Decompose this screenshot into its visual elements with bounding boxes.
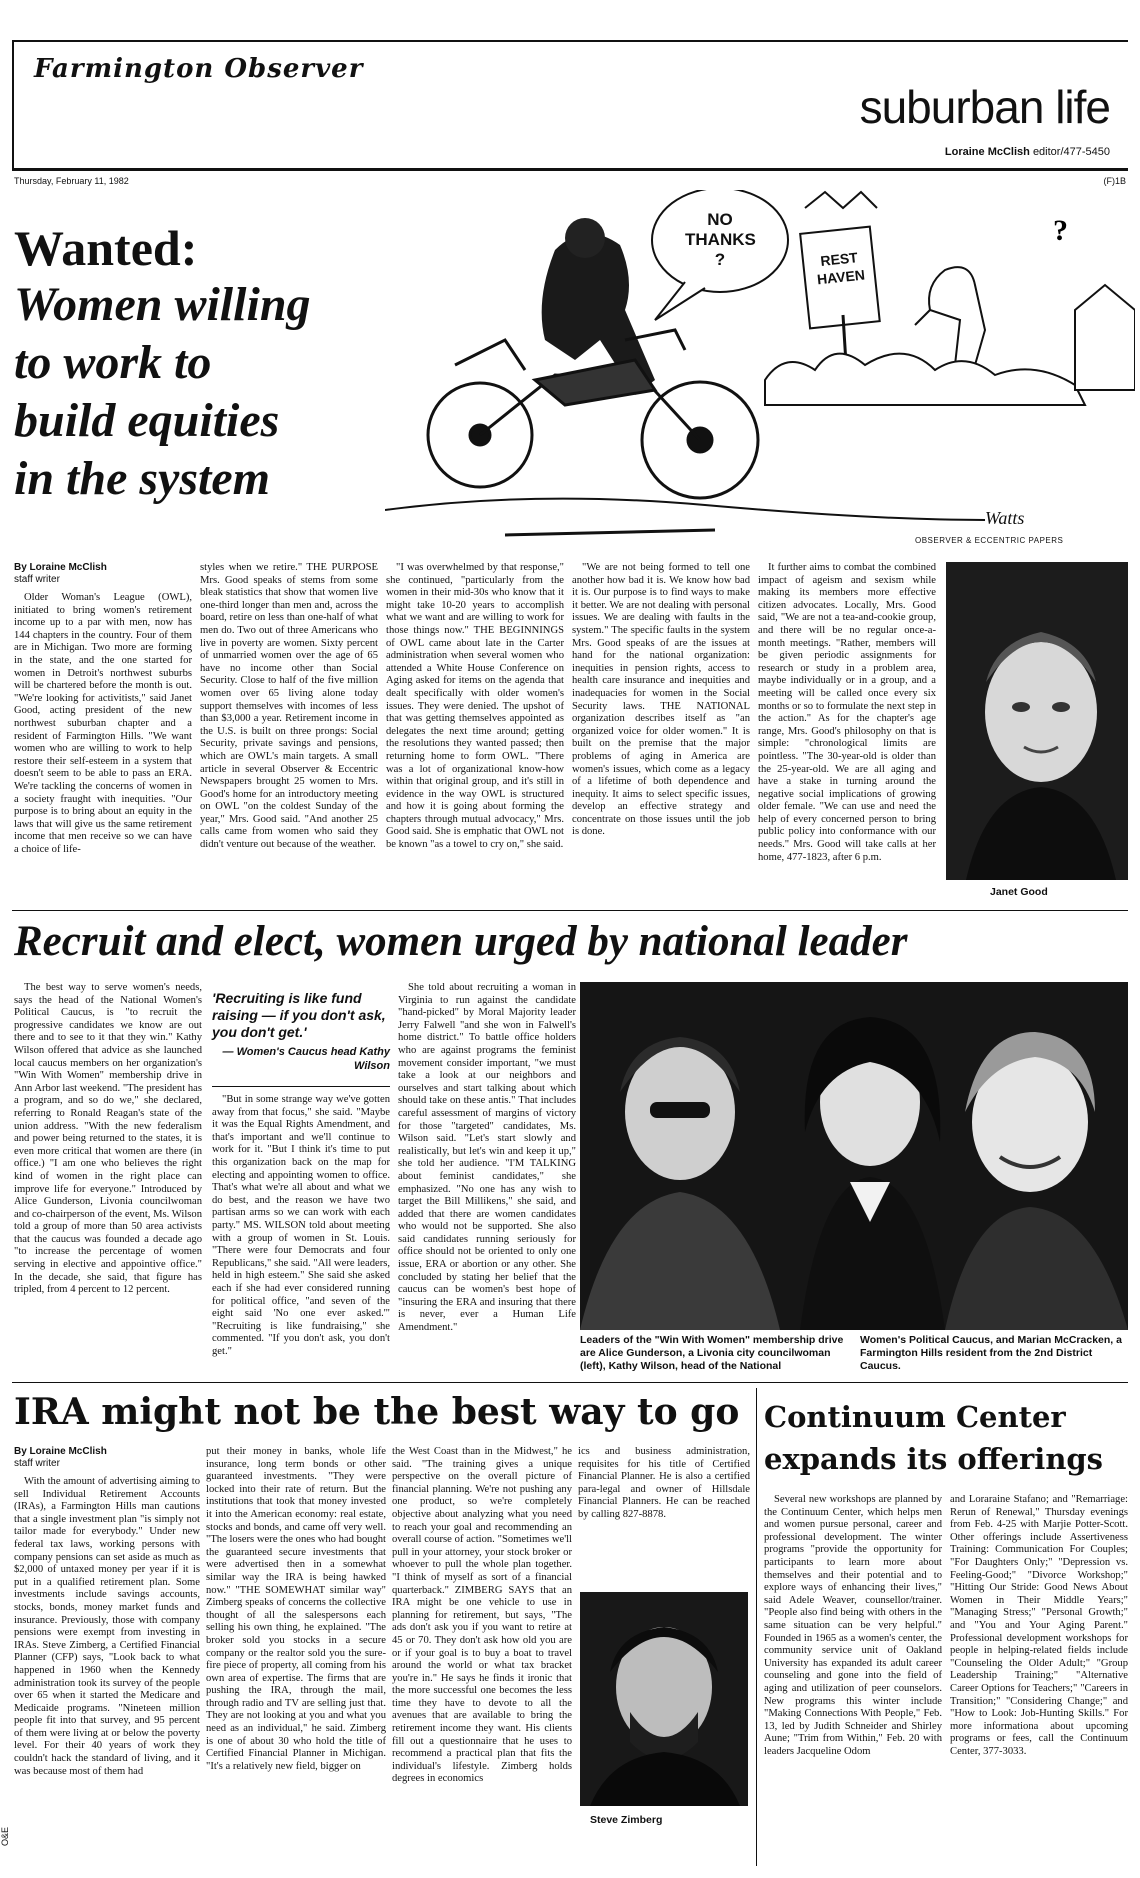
cartoon-sign-text: REST HAVEN xyxy=(816,249,866,288)
janet-good-caption: Janet Good xyxy=(990,886,1048,898)
story4-headline-line2: expands its offerings xyxy=(764,1442,1104,1476)
steve-zimberg-caption: Steve Zimberg xyxy=(590,1814,663,1826)
story1-headline-line3: to work to xyxy=(14,336,212,389)
story1-col5-text: It further aims to combat the combined impact of ageism and sexism while making its members more effective citizen advocates. Locally, Mrs. Good said, "We are not a tea-and-cookie group, and there will be no regular once-a-month meetings. "Rather, members will be given periodic assignments for research or study in a problem area, maybe individually or in a group, and a meeting will be called once every six months or so to formulate the next step in the action." As for the chapter's age range, Mrs. Good's philosophy on that is simple: "chronological limits are pointless. "The 30-year-old is older than the 25-year-old. We are all aging and have a stake in turning around the negative social implications of growing older female. "We can use and need the help of every concerned person to bring public policy into conformance with our needs." Mrs. Good will take calls at her home, 477-1823, after 6 p.m. xyxy=(758,562,936,863)
margin-code: O&E xyxy=(0,1826,10,1846)
story3-col3-text: the West Coast than in the Midwest," he said. "The training gives a unique perspective on the overall picture of financial planning. We're not pushing any one product, so we're completely objective about analyzing what you need to reach your goal and recommending an overall course of action. "Sometimes we'll pull in your attorney, your stock broker or whoever to pull the whole plan together. "I think of myself as sort of a financial quarterback." ZIMBERG SAYS that an IRA might be one vehicle to use in planning for retirement, but says, "The ads don't ask you if you want to retire at 45 or 70. They don't ask how old you are or if your goal is to buy a boat to travel around the world or what tax bracket you're in." He says he finds it ironic that the more successful one becomes the less time they have to devote to all the avenues that are available to bring the retirement income they want. His clients fill out a questionnaire that he uses to recommend a practical plan that fits the individual's lifestyle. Zimberg holds degrees in economics xyxy=(392,1446,572,1785)
issue-date: Thursday, February 11, 1982 xyxy=(14,176,129,186)
story4-headline-line1: Continuum Center xyxy=(764,1400,1066,1434)
story4-headline xyxy=(764,1396,1128,1480)
story3-byline-title: staff writer xyxy=(14,1458,60,1469)
story3-column-3 xyxy=(392,1446,572,1866)
story1-byline-name: By Loraine McClish xyxy=(14,562,107,573)
story2-column-2 xyxy=(212,1094,390,1374)
story1-byline-title: staff writer xyxy=(14,574,60,585)
paper-name: Farmington Observer xyxy=(34,54,364,84)
story4-col1-text: Several new workshops are planned by the Continuum Center, which helps men and women pursue personal, career and professional development. The winter programs "provide the opportunity for participants to learn more about themselves and their potential and to explore ways of enhancing their lives," said Adele Weaver, counsellor/trainer. "People also find being with others in the same situation can be very helpful." Founded in 1965 as a women's center, the community service unit of Oakland University has expanded its adult career counseling and gone into the field of aging and utilization of peer counselors. New programs this winter include "Making Connections With People," Feb. 13, led by Judith Schneider and Shirley Aune; "Trim from Within," Feb. 20 with leaders Jacqueline Odom xyxy=(764,1494,942,1757)
pullquote-text: 'Recruiting is like fund raising — if you don't ask, you don't get.' xyxy=(212,990,386,1040)
page-code: (F)1B xyxy=(1103,176,1126,186)
story2-col1-text: The best way to serve women's needs, says the head of the National Women's Political Caucus, is "to recruit the progressive candidates we know are out there and to see to it that they win." Kathy Wilson offered that advice as she launched local caucus members on her organization's "Win With Women" membership drive in Ann Arbor last weekend. "The president has a program, and so do we," she declared, referring to Ronald Reagan's state of the union address. "With the new federalism and power being returned to the states, it is even more critical that women are there (in office.) "I am one who believes the right kind of women in the right place can improve life for everyone." Introduced by Alice Gunderson, Livonia councilwoman and co-chairperson of the event, Ms. Wilson told a group of more than 50 area activists that the caucus was founded a decade ago "to increase the percentage of women serving in elective and appointive office." In the decade, she said, that figure has tripled, from 4 percent to 12 percent. xyxy=(14,982,202,1296)
cartoon xyxy=(385,190,1135,555)
masthead-bottom-rule xyxy=(12,168,1128,171)
old-man-figure xyxy=(929,267,985,365)
pullquote-attribution: — Women's Caucus head Kathy Wilson xyxy=(222,1046,390,1072)
story3-col1-text: With the amount of advertising aiming to sell Individual Retirement Accounts (IRAs), a Farmington Hills man cautions that a single investment plan "is simply not tailor made for everybody." Under new federal tax laws, working persons with company pensions can set aside as much as $2,000 of untaxed money per year if it is put in a qualified retirement plan. Some investments include savings accounts, stocks, bonds, money market funds and insurance. Previously, those with company pensions were exempt from investing in IRAs. Steve Zimberg, a Certified Financial Planner (CFP) says, "Look back to what happened in 1960 when the Kennedy administration took its survey of the people over 65 when it started the Medicare and Medicaide programs. "Nineteen million people fit into that survey, and 95 percent of them were living at or below the poverty level. For their 40 years of work they couldn't hack the standard of living, and it was because most of them had xyxy=(14,1476,200,1777)
story1-col1-text: Older Woman's League (OWL), initiated to bring women's retirement income up to a par with men, now has 144 chapters in the country. Four of them are in Michigan. Two more are forming in the state, and the one started for women in Detroit's northwest suburbs will be chartered before the month is out. "We're looking for activitists," said Janet Good, acting president of the new northwest suburban chapter and a resident of Farmington Hills. "We want women who are willing to work to help restore their self-esteem in a system that doesn't seem to be able to pass an ERA. We're tackling the concerns of women in a society fraught with inequities. "Our purpose is to bring about an equity in the laws that will give us the same retirement income that men receive so we can have a choice of life- xyxy=(14,592,192,855)
story1-column-3 xyxy=(386,562,564,902)
section-title: suburban life xyxy=(859,81,1110,133)
story1-headline-line2: Women willing xyxy=(14,278,311,331)
janet-good-photo xyxy=(946,562,1128,880)
story1-column-5 xyxy=(758,562,936,902)
story2-column-1 xyxy=(14,982,202,1374)
bushes xyxy=(765,354,1085,405)
house xyxy=(1075,285,1135,390)
story2-headline: Recruit and elect, women urged by national leader xyxy=(14,918,908,965)
story3-byline-name: By Loraine McClish xyxy=(14,1446,107,1457)
story3-byline xyxy=(14,1446,200,1470)
story1-headline-line5: in the system xyxy=(14,452,271,505)
editor-name: Loraine McClish xyxy=(944,146,1030,158)
story3-column-4 xyxy=(578,1446,750,1536)
photo-caption-right: Women's Political Caucus, and Marian McCracken, a Farmington Hills resident from the 2nd District Caucus. xyxy=(860,1334,1122,1372)
cartoon-bubble-text: NO THANKS ? xyxy=(685,210,756,269)
story1-col3-text: "I was overwhelmed by that response," she continued, "particularly from the women in their mid-30s who know that it might take 10-20 years to accomplish what we want and are willing to work for those things now." THE BEGINNINGS of OWL came about late in the Carter administration when several women who attended a White House Conference on Aging asked for items on the agenda that dealt specifically with older women's issues. They were denied. The upshot of that was getting themselves appointed as delegates the next time around; getting the resolutions they wanted passed; then returning home to form OWL. "There was a lot of organizational know-how within that original group, and it's still in evidence in the way OWL is structured and how it is going about forming the chapters through mutual advocacy," Mrs. Good said. She is emphatic that OWL not be known "as a towel to cry on," she said. xyxy=(386,562,564,851)
story1-headline-line4: build equities xyxy=(14,394,280,447)
story1-bottom-rule xyxy=(12,910,1128,911)
story1-column-4 xyxy=(572,562,750,902)
story4-col2-text: and Loraraine Stafano; and "Remarriage: Rerun of Renewal," Thursday evenings from Feb. 4-25 with Marjie Potter-Scott. Other offerings include Assertiveness Training: Communication For Couples; "For Daughters Only;" "Depression vs. Feeling-Good;" "Divorce Workshop;" "Hitting Our Stride: Good News About Women in Their Middle Years;" "Managing Stress;" "Personal Growth;" and "You and Your Aging Parent." Professional development workshops for people in helping-related fields include "Counseling the Older Adult;" "Group Leadership Training;" "Alternative Career Options for Teachers;" "Careers in Transition;" "Considering Change;" and "How to Look: Job-Hunting Skills." For more informationa about upcoming programs or fees, call the Continuum Center, 377-3033. xyxy=(950,1494,1128,1757)
story4-column-1 xyxy=(764,1494,942,1866)
story3-column-1 xyxy=(14,1446,200,1866)
story1-column-1 xyxy=(14,562,192,902)
editor-contact: editor/477-5450 xyxy=(1032,146,1110,158)
story1-headline-line1: Wanted: xyxy=(14,220,198,276)
story3-col4-text: ics and business administration, requisites for his title of Certified Financial Planner. He is also a certified para-legal and owner of Hillsdale Financial Planners. He can be reached by calling 827-8878. xyxy=(578,1446,750,1520)
cartoon-signature: Watts xyxy=(985,508,1025,528)
cartoon-illustration xyxy=(385,190,1135,555)
masthead xyxy=(12,40,1128,186)
story2-col3-text: She told about recruiting a woman in Virginia to run against the candidate "hand-picked" by Moral Majority leader Jerry Falwell "and she won in Falwell's home district." To battle office holders who are against programs the feminist movement consider important, "we must take a look at our neighbors and ourselves and start talking about which should take on these antis." That includes careful assessment of margins of victory for those "targeted" candidates, Ms. Wilson said. "Let's start slowly and realistically, but let's win and keep it up," she told her audience. "I'M TALKING about feminist candidates," she emphasized. "No one has any wish to target the Bill Millikens," she said, and added that there are women candidates who would not be supported. She also said candidates running seriously for office should not be oriented to only one issue, ERA or abortion or any other. She concluded by stating her belief that the caucus can be women's best hope of "insuring the ERA and insuring that there is never, ever a Human Life Amendment." xyxy=(398,982,576,1334)
story3-col2-text: put their money in banks, whole life insurance, long term bonds or other guaranteed investments. "They were locked into their rate of return. But the institutions that took that money invested it into the American economy: real estate, stocks and bonds, and came off very well. "The losers were the ones who had bought the guaranteed secure investments that were advertised then in a somewhat similar way the IRA is being hawked now." "THE SOMEWHAT similar way" Zimberg speaks of concerns the collective thought of all the salespersons each selling his own thing, he explained. "The broker sold you stocks in a secure company or the realtor sold you the sure-fire piece of property, all coming from his own area of expertise. The firms that are pushing the IRA, through the mail, through radio and TV are selling just that. They are not looking at you and what you need as an individual," he said. Zimberg is one of about 30 who hold the title of Certified Financial Planner in Michigan. "It's a relatively new field, bigger on xyxy=(206,1446,386,1772)
motorcycle xyxy=(428,330,758,498)
story1-headline xyxy=(14,220,344,508)
win-with-women-photo xyxy=(580,982,1128,1330)
story1-byline xyxy=(14,562,192,586)
story4-divider xyxy=(756,1388,757,1866)
story1-col4-text: "We are not being formed to tell one another how bad it is. We know how bad it is. Our purpose is to find ways to make it better. We are not dealing with personal issues. We are dealing with faults in the system." The specific faults in the system Mrs. Good speaks of are the issues at hand for the national organization: inequities in pension rights, access to health care insurance and inequities and inadequacies for women in the Social Security laws. THE NATIONAL organization describes itself as "an organized voice for older women." It is built on the premise that the major problems of aging in America are women's issues, which come as a legacy of a lifetime of both dependence and inequity. It aims to select specific issues, develop an effective strategy and concentrate on those issues until the job is done. xyxy=(572,562,750,838)
story2-column-3 xyxy=(398,982,576,1374)
story2-bottom-rule xyxy=(12,1382,1128,1383)
story4-column-2 xyxy=(950,1494,1128,1866)
steve-zimberg-photo xyxy=(580,1592,748,1806)
photo-caption-left: Leaders of the "Win With Women" membership drive are Alice Gunderson, a Livonia city councilwoman (left), Kathy Wilson, head of the National xyxy=(580,1334,844,1372)
masthead-left-rule xyxy=(12,40,14,168)
editor-line xyxy=(945,146,1110,158)
story1-column-2 xyxy=(200,562,378,902)
cartoon-credit: OBSERVER & ECCENTRIC PAPERS xyxy=(915,536,1064,545)
story3-column-2 xyxy=(206,1446,386,1866)
story1-col2-text: styles when we retire." THE PURPOSE Mrs. Good speaks of stems from some bleak statistics that show that women live one-third longer than men and, across the board, retire on less than one-half of what men do. Two out of three Americans who live in poverty are women. Sixty percent of unmarried women over the age of 65 have no income other than Social Security. Close to half of the five million women over 65 living alone today support themselves with incomes of less than $3,000 a year. Retirement income in the U.S. is built on three prongs: Social Security, private savings and pensions, which are OWL's main targets. A small article in several Observer & Eccentric Newspapers brought 25 women to Mrs. Good's home for an introductory meeting on OWL "on the coldest Sunday of the year," Mrs. Good said. "And another 25 calls came from women who said they didn't venture out because of the weather. xyxy=(200,562,378,851)
svg-text:?: ? xyxy=(1053,214,1068,247)
masthead-top-rule xyxy=(12,40,1128,42)
story2-col2-text: "But in some strange way we've gotten away from that focus," she said. "Maybe it was the Equal Rights Amendment, and that's important and we'll continue to work for it. "But I think it's time to put this organization back on the map for electing and appointing women to office. That's what we're all about and what we do best, and the reason we have two partisan arms so we can work with each party." MS. WILSON told about meeting with a group of women in St. Louis. "There were four Democrats and four Republicans," she said. "All were leaders, held in high esteem." She said she asked each if she had ever considered running for political office, "and seven of the eight said 'No one ever asked.'" "Recruiting is like fundraising," she commented. "If you don't ask, you don't get." xyxy=(212,1094,390,1357)
pullquote xyxy=(212,990,390,1073)
story3-headline: IRA might not be the best way to go xyxy=(14,1391,740,1433)
pullquote-rule xyxy=(212,1086,390,1087)
